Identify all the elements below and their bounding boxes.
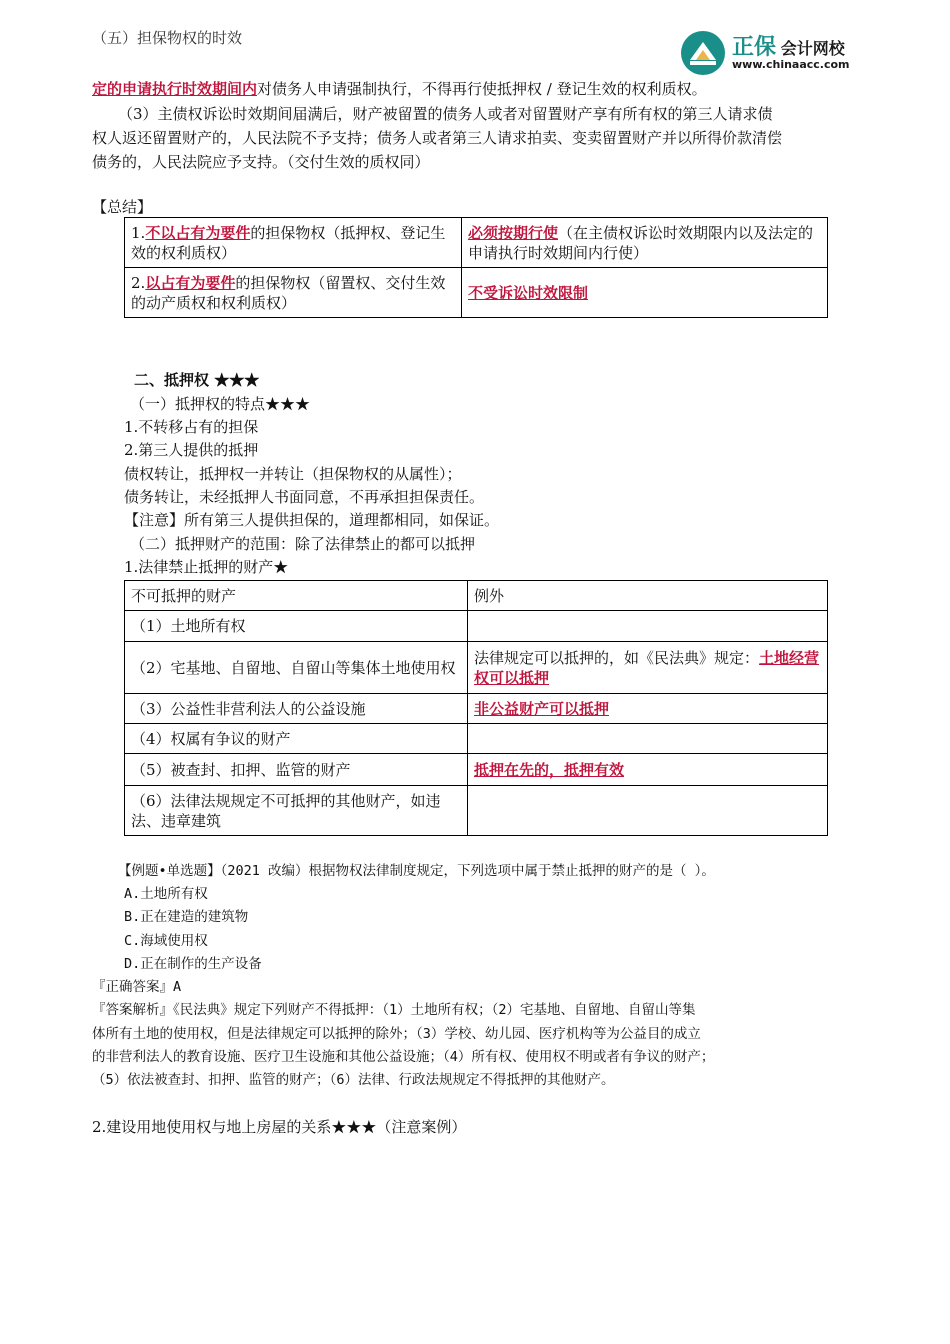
table-row: [125, 611, 828, 642]
table-row: [125, 694, 828, 724]
table-cell: （6）法律法规规定不可抵押的其他财产，如违法、违章建筑: [125, 786, 468, 836]
summary-cell: 1.不以占有为要件的担保物权（抵押权、登记生效的权利质权）: [125, 218, 462, 268]
intro-line-3: 权人返还留置财产的，人民法院不予支持；债务人或者第三人请求拍卖、变卖留置财产并以所得价款清偿: [92, 129, 783, 147]
table-cell: 法律规定可以抵押的，如《民法典》规定：土地经营权可以抵押: [468, 642, 828, 694]
subheading-2: （二）抵押财产的范围：除了法律禁止的都可以抵押: [130, 535, 476, 553]
point-2: 2.第三人提供的抵押: [124, 441, 259, 459]
analysis-line-2: 体所有土地的使用权，但是法律规定可以抵押的除外；（3）学校、幼儿园、医疗机构等为公益目的成立: [92, 1026, 701, 1042]
option-c: C.海域使用权: [124, 933, 208, 949]
table-header-cell: 不可抵押的财产: [125, 581, 468, 611]
table-cell: （3）公益性非营利法人的公益设施: [125, 694, 468, 724]
table-row: [125, 268, 828, 318]
table-cell: [468, 786, 828, 836]
next-heading: 2.建设用地使用权与地上房屋的关系★★★（注意案例）: [92, 1118, 467, 1136]
top-cut-text: （五）担保物权的时效: [92, 29, 243, 47]
table-row: [125, 642, 828, 694]
table-cell: 非公益财产可以抵押: [468, 694, 828, 724]
option-a: A.土地所有权: [124, 886, 208, 902]
example-question: 【例题•单选题】（2021 改编）根据物权法律制度规定，下列选项中属于禁止抵押的财产的是（ ）。: [118, 863, 715, 879]
intro-line-2: （3）主债权诉讼时效期间届满后，财产被留置的债务人或者对留置财产享有所有权的第三人请求债: [118, 105, 773, 123]
analysis-line-3: 的非营利法人的教育设施、医疗卫生设施和其他公益设施；（4）所有权、使用权不明或者有争议的财产；: [92, 1049, 715, 1065]
table-cell: 抵押在先的，抵押有效: [468, 754, 828, 786]
intro-line-1: 定的申请执行时效期间内对债务人申请强制执行，不得再行使抵押权 / 登记生效的权利质权。: [92, 80, 707, 98]
table-row: [125, 754, 828, 786]
logo-url: www.chinaacc.com: [732, 58, 850, 71]
analysis-line-1: 『答案解析』《民法典》规定下列财产不得抵押：（1）土地所有权；（2）宅基地、自留地、自留山等集: [92, 1002, 696, 1018]
logo-sub-text: 会计网校: [780, 39, 845, 58]
table-cell: （4）权属有争议的财产: [125, 724, 468, 754]
prohibited-table: [124, 580, 828, 836]
summary-cell: 必须按期行使（在主债权诉讼时效期限内以及法定的申请执行时效期间内行使）: [462, 218, 828, 268]
point-5: 1.法律禁止抵押的财产★: [124, 558, 289, 576]
table-header-cell: 例外: [468, 581, 828, 611]
table-cell: [468, 724, 828, 754]
logo-emblem-icon: [680, 30, 726, 76]
summary-cell: 2.以占有为要件的担保物权（留置权、交付生效的动产质权和权利质权）: [125, 268, 462, 318]
point-1: 1.不转移占有的担保: [124, 418, 259, 436]
option-b: B.正在建造的建筑物: [124, 909, 249, 925]
table-header-row: [125, 581, 828, 611]
analysis-line-4: （5）依法被查封、扣押、监管的财产；（6）法律、行政法规规定不得抵押的其他财产。: [92, 1072, 615, 1088]
point-4: 债务转让，未经抵押人书面同意，不再承担担保责任。: [124, 488, 485, 506]
summary-title: 【总结】: [92, 198, 153, 216]
summary-table: [124, 217, 828, 318]
table-cell: [468, 611, 828, 642]
section-heading: 二、抵押权 ★★★: [134, 371, 260, 389]
point-3: 债权转让，抵押权一并转让（担保物权的从属性）；: [124, 465, 462, 483]
table-row: [125, 786, 828, 836]
table-cell: （2）宅基地、自留地、自留山等集体土地使用权: [125, 642, 468, 694]
subheading-1: （一）抵押权的特点★★★: [130, 395, 311, 413]
logo-main-text: 正保: [732, 35, 777, 60]
note: 【注意】所有第三人提供担保的，道理都相同，如保证。: [124, 511, 500, 529]
table-cell: （5）被查封、扣押、监管的财产: [125, 754, 468, 786]
option-d: D.正在制作的生产设备: [124, 956, 262, 972]
logo: [680, 28, 870, 78]
table-cell: （1）土地所有权: [125, 611, 468, 642]
table-row: [125, 218, 828, 268]
intro-line-4: 债务的，人民法院应予支持。（交付生效的质权同）: [92, 153, 430, 171]
correct-answer: 『正确答案』A: [92, 979, 182, 995]
summary-cell: 不受诉讼时效限制: [462, 268, 828, 318]
table-row: [125, 724, 828, 754]
